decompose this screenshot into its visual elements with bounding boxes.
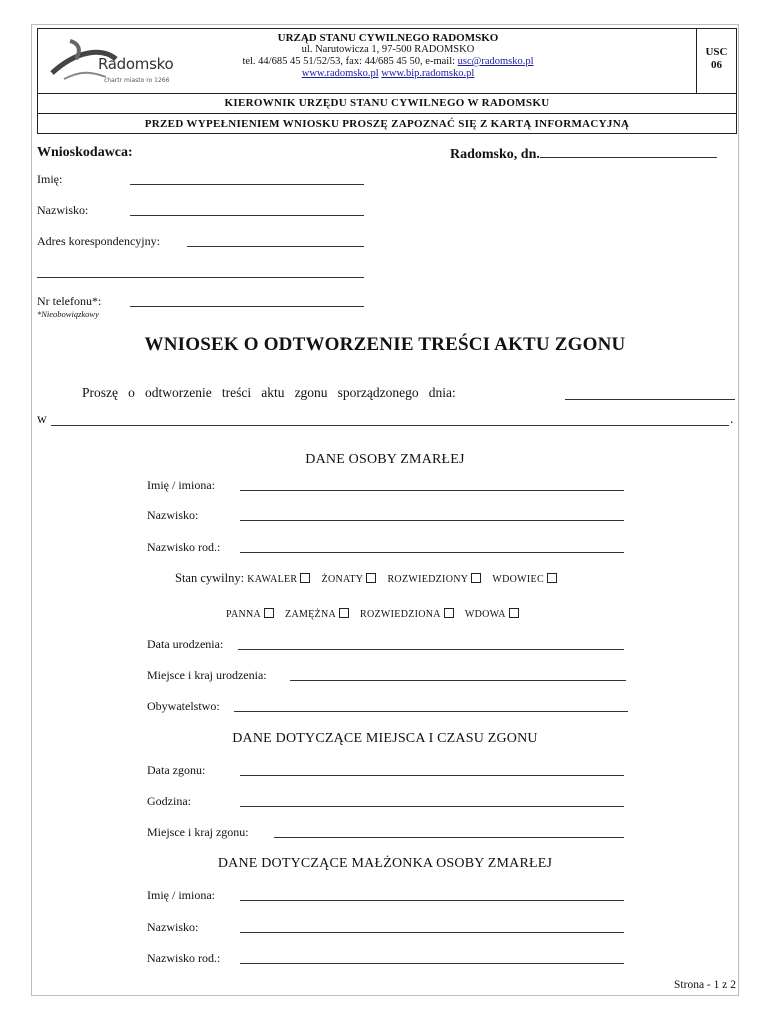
spouse-surname-row [147, 920, 198, 936]
spouse-surname-label: Nazwisko: [147, 920, 199, 934]
website-link[interactable]: www.radomsko.pl [301, 68, 379, 79]
status-rozwiedziony-checkbox[interactable] [471, 573, 481, 583]
deceased-surname-label: Nazwisko: [147, 508, 199, 522]
status-panna-label: PANNA [226, 609, 262, 620]
form-code [696, 29, 736, 93]
death-place-label: Miejsce i kraj zgonu: [147, 825, 249, 839]
header-instruction: PRZED WYPEŁNIENIEM WNIOSKU PROSZĘ ZAPOZNAĆ SIĘ Z KARTĄ INFORMACYJNĄ [144, 118, 630, 130]
deceased-names-label: Imię / imiona: [147, 478, 215, 492]
birth-place-label: Miejsce i kraj urodzenia: [147, 668, 267, 682]
applicant-address-field-2[interactable] [37, 265, 364, 278]
status-zonaty-label: ŻONATY [321, 574, 364, 585]
deceased-maiden-label: Nazwisko rod.: [147, 540, 221, 554]
applicant-address-field[interactable] [187, 234, 364, 247]
applicant-first-name-label: Imię: [37, 172, 63, 186]
deceased-names-field[interactable] [240, 478, 624, 491]
spouse-maiden-label: Nazwisko rod.: [147, 951, 221, 965]
deceased-maiden-row [147, 540, 220, 556]
spouse-names-row [147, 888, 215, 904]
spouse-maiden-field[interactable] [240, 951, 624, 964]
section-spouse: DANE DOTYCZĄCE MAŁŻONKA OSOBY ZMARŁEJ [217, 856, 553, 871]
deceased-surname-row [147, 508, 198, 524]
applicant-last-name-label: Nazwisko: [37, 203, 89, 217]
citizenship-row [147, 699, 220, 715]
request-w: w [37, 411, 47, 426]
form-code-line2: 06 [711, 59, 722, 71]
civil-status-male-row [175, 571, 565, 586]
death-place-field[interactable] [274, 825, 624, 838]
optional-note: *Nieobowiązkowy [37, 309, 99, 319]
spouse-names-label: Imię / imiona: [147, 888, 215, 902]
email-link[interactable]: usc@radomsko.pl [457, 56, 534, 67]
radomsko-logo [46, 33, 196, 89]
applicant-heading: Wnioskodawca: [37, 145, 133, 160]
place-date [450, 145, 717, 163]
birth-date-row [147, 637, 223, 653]
status-rozwiedziona-checkbox[interactable] [444, 608, 454, 618]
record-date-field[interactable] [565, 387, 735, 400]
death-time-field[interactable] [240, 794, 624, 807]
websites [198, 68, 578, 80]
birth-date-label: Data urodzenia: [147, 637, 224, 651]
office-name: URZĄD STANU CYWILNEGO RADOMSKO [277, 32, 499, 44]
place-date-label: Radomsko, dn. [450, 147, 540, 162]
death-time-label: Godzina: [147, 794, 191, 808]
birth-place-row [147, 668, 267, 684]
applicant-last-name-field[interactable] [130, 203, 364, 216]
logo-subtitle: chartr miasto ro 1266 [104, 77, 170, 84]
status-zamezna-label: ZAMĘŻNA [285, 609, 337, 620]
death-time-row [147, 794, 191, 810]
applicant-phone-label: Nr telefonu*: [37, 294, 102, 308]
civil-status-label: Stan cywilny: [175, 571, 245, 585]
status-rozwiedziona-label: ROZWIEDZIONA [360, 609, 441, 620]
office-contact [198, 56, 578, 68]
death-date-label: Data zgonu: [147, 763, 206, 777]
page-number: Strona - 1 z 2 [674, 979, 736, 991]
birth-date-field[interactable] [238, 637, 624, 650]
status-zamezna-checkbox[interactable] [339, 608, 349, 618]
citizenship-label: Obywatelstwo: [147, 699, 220, 713]
date-field[interactable] [540, 145, 717, 158]
header-center [198, 32, 578, 80]
status-wdowiec-label: WDOWIEC [492, 574, 544, 585]
header-top-row [38, 29, 736, 94]
section-death: DANE DOTYCZĄCE MIEJSCA I CZASU ZGONU [232, 731, 538, 746]
status-wdowa-label: WDOWA [464, 609, 506, 620]
status-rozwiedziony-label: ROZWIEDZIONY [387, 574, 469, 585]
applicant-address-label: Adres korespondencyjny: [37, 234, 160, 248]
deceased-names-row [147, 478, 215, 494]
applicant-phone-field[interactable] [130, 294, 364, 307]
death-place-row [147, 825, 249, 841]
contact-text: tel. 44/685 45 51/52/53, fax: 44/685 45 50, e-mail: [242, 56, 458, 67]
bip-link[interactable]: www.bip.radomsko.pl [381, 68, 475, 79]
request-sentence: Proszę o odtworzenie treści aktu zgonu sporządzonego dnia: [82, 385, 456, 400]
form-title: WNIOSEK O ODTWORZENIE TREŚCI AKTU ZGONU [144, 334, 626, 355]
status-wdowa-checkbox[interactable] [509, 608, 519, 618]
status-zonaty-checkbox[interactable] [366, 573, 376, 583]
header-box [37, 28, 737, 134]
spouse-names-field[interactable] [240, 888, 624, 901]
header-authority: KIEROWNIK URZĘDU STANU CYWILNEGO W RADOMSKU [38, 94, 736, 114]
record-office-field[interactable] [51, 413, 729, 426]
deceased-maiden-field[interactable] [240, 540, 624, 553]
status-panna-checkbox[interactable] [264, 608, 274, 618]
death-date-row [147, 763, 205, 779]
form-code-line1: USC [705, 46, 728, 58]
status-kawaler-checkbox[interactable] [300, 573, 310, 583]
death-date-field[interactable] [240, 763, 624, 776]
applicant-first-name-field[interactable] [130, 172, 364, 185]
spouse-maiden-row [147, 951, 220, 967]
section-deceased: DANE OSOBY ZMARŁEJ [305, 452, 465, 467]
period: . [730, 411, 734, 426]
status-kawaler-label: KAWALER [247, 574, 298, 585]
deceased-surname-field[interactable] [240, 508, 624, 521]
office-address: ul. Narutowicza 1, 97-500 RADOMSKO [301, 44, 475, 55]
birth-place-field[interactable] [290, 668, 626, 681]
logo-text: Radomsko [98, 55, 174, 73]
spouse-surname-field[interactable] [240, 920, 624, 933]
civil-status-female-row [226, 606, 527, 621]
citizenship-field[interactable] [234, 699, 628, 712]
status-wdowiec-checkbox[interactable] [547, 573, 557, 583]
